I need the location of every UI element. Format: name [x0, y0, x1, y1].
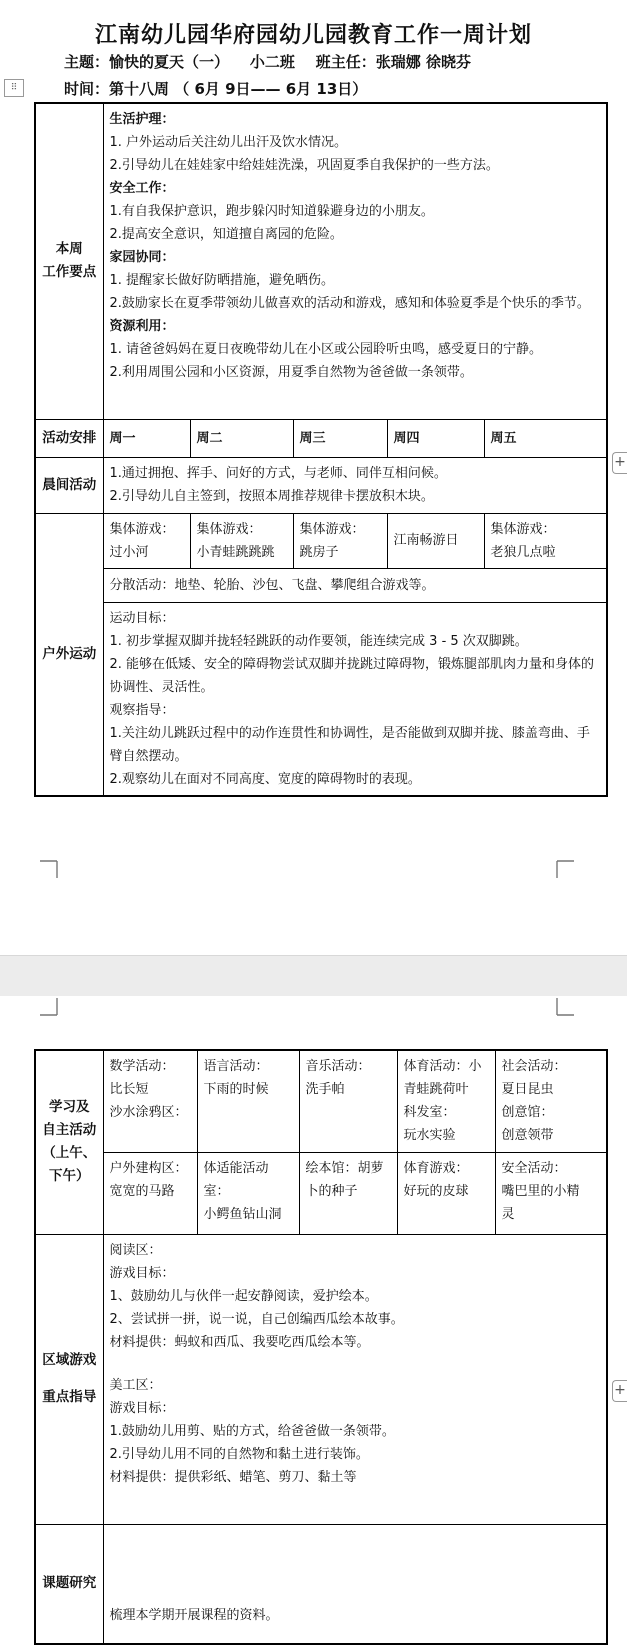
work-points-row [35, 103, 607, 419]
morning-row [35, 457, 607, 513]
learning-label: 学习及 自主活动 （上午、 下午） [35, 1050, 103, 1234]
outdoor-label: 户外运动 [35, 513, 103, 796]
theme-line: 主题：愉快的夏天（一） 小二班 班主任：张瑞娜 徐晓芬 [64, 53, 472, 71]
add-row-icon[interactable]: + [612, 452, 627, 474]
morning-content[interactable]: 1.通过拥抱、挥手、问好的方式，与老师、同伴互相问候。 2.引导幼儿自主签到，按照本周推荐规律卡摆放积木块。 [103, 457, 607, 513]
outdoor-scattered[interactable]: 分散活动：地垫、轮胎、沙包、飞盘、攀爬组合游戏等。 [103, 568, 607, 602]
weekly-plan-table [34, 102, 608, 797]
outdoor-game-wednesday[interactable]: 集体游戏： 跳房子 [293, 513, 387, 568]
outdoor-goals-row [35, 602, 607, 796]
learning-wed-pm[interactable]: 绘本馆：胡萝 卜的种子 [299, 1152, 397, 1234]
table-move-handle-icon[interactable]: ⠿ [4, 79, 24, 97]
schedule-label: 活动安排 [35, 419, 103, 457]
crop-mark-icon [556, 998, 574, 1016]
outdoor-game-friday[interactable]: 集体游戏： 老狼几点啦 [484, 513, 607, 568]
weekly-plan-table-continued [34, 1049, 608, 1645]
research-label: 课题研究 [35, 1524, 103, 1644]
learning-row-2 [35, 1152, 607, 1234]
crop-mark-icon [40, 998, 58, 1016]
area-content[interactable]: 阅读区： 游戏目标： 1、鼓励幼儿与伙伴一起安静阅读，爱护绘本。 2、尝试拼一拼，说一说，自己创编西瓜绘本故事。 材料提供：蚂蚁和西瓜、我要吃西瓜绘本等。 美工区： 游戏目标： 1.鼓励幼儿用剪、贴的方式，给爸爸做一条领带。 2.引导幼儿用不同的自然物和黏土进行装饰。 材料提供：提供彩纸、蜡笔、剪刀、黏土等 [103, 1234, 607, 1524]
page-gap [0, 955, 627, 997]
day-tuesday: 周二 [190, 419, 293, 457]
document-page-2 [0, 996, 627, 1641]
learning-wed-am[interactable]: 音乐活动： 洗手帕 [299, 1050, 397, 1152]
research-content[interactable]: 梳理本学期开展课程的资料。 [103, 1524, 607, 1644]
work-points-label: 本周 工作要点 [35, 103, 103, 419]
crop-mark-icon [40, 860, 58, 878]
learning-thu-pm[interactable]: 体育游戏： 好玩的皮球 [397, 1152, 495, 1234]
learning-row-1 [35, 1050, 607, 1152]
outdoor-game-thursday[interactable]: 江南畅游日 [387, 513, 484, 568]
work-points-content[interactable]: 生活护理： 1. 户外运动后关注幼儿出汗及饮水情况。 2.引导幼儿在娃娃家中给娃娃洗澡，巩固夏季自我保护的一些方法。 安全工作： 1.有自我保护意识，跑步躲闪时知道躲避身边的小朋友。 2.提高安全意识，知道擅自离园的危险。 家园协同： 1. 提醒家长做好防晒措施，避免晒伤。 2.鼓励家长在夏季带领幼儿做喜欢的活动和游戏，感知和体验夏季是个快乐的季节。 资源利用： 1. 请爸爸妈妈在夏日夜晚带幼儿在小区或公园聆听虫鸣，感受夏日的宁静。 2.利用周围公园和小区资源，用夏季自然物为爸爸做一条领带。 [103, 103, 607, 419]
morning-label: 晨间活动 [35, 457, 103, 513]
research-row [35, 1524, 607, 1644]
day-thursday: 周四 [387, 419, 484, 457]
outdoor-scattered-row [35, 568, 607, 602]
page-title: 江南幼儿园华府园幼儿园教育工作一周计划 [94, 22, 532, 48]
learning-tue-am[interactable]: 语言活动： 下雨的时候 [197, 1050, 299, 1152]
learning-fri-pm[interactable]: 安全活动： 嘴巴里的小精 灵 [495, 1152, 607, 1234]
outdoor-goals[interactable]: 运动目标： 1. 初步掌握双脚并拢轻轻跳跃的动作要领，能连续完成 3 - 5 次双脚跳。 2. 能够在低矮、安全的障碍物尝试双脚并拢跳过障碍物，锻炼腿部肌肉力量和身体的协调性、灵活性。 观察指导： 1.关注幼儿跳跃过程中的动作连贯性和协调性，是否能做到双脚并拢、膝盖弯曲、手臂自然摆动。 2.观察幼儿在面对不同高度、宽度的障碍物时的表现。 [103, 602, 607, 796]
learning-fri-am[interactable]: 社会活动： 夏日昆虫 创意馆： 创意领带 [495, 1050, 607, 1152]
outdoor-game-monday[interactable]: 集体游戏： 过小河 [103, 513, 190, 568]
area-label: 区域游戏 重点指导 [35, 1234, 103, 1524]
time-line: 时间：第十八周 （ 6月 9日—— 6月 13日） [64, 80, 368, 98]
outdoor-games-row [35, 513, 607, 568]
day-wednesday: 周三 [293, 419, 387, 457]
day-friday: 周五 [484, 419, 607, 457]
outdoor-game-tuesday[interactable]: 集体游戏： 小青蛙跳跳跳 [190, 513, 293, 568]
day-monday: 周一 [103, 419, 190, 457]
learning-mon-pm[interactable]: 户外建构区： 宽宽的马路 [103, 1152, 197, 1234]
learning-tue-pm[interactable]: 体适能活动室： 小鳄鱼钻山洞 [197, 1152, 299, 1234]
area-row [35, 1234, 607, 1524]
crop-mark-icon [556, 860, 574, 878]
schedule-header-row [35, 419, 607, 457]
add-row-icon[interactable]: + [612, 1380, 627, 1402]
learning-mon-am[interactable]: 数学活动： 比长短 沙水涂鸦区： [103, 1050, 197, 1152]
learning-thu-am[interactable]: 体育活动：小 青蛙跳荷叶 科发室： 玩水实验 [397, 1050, 495, 1152]
